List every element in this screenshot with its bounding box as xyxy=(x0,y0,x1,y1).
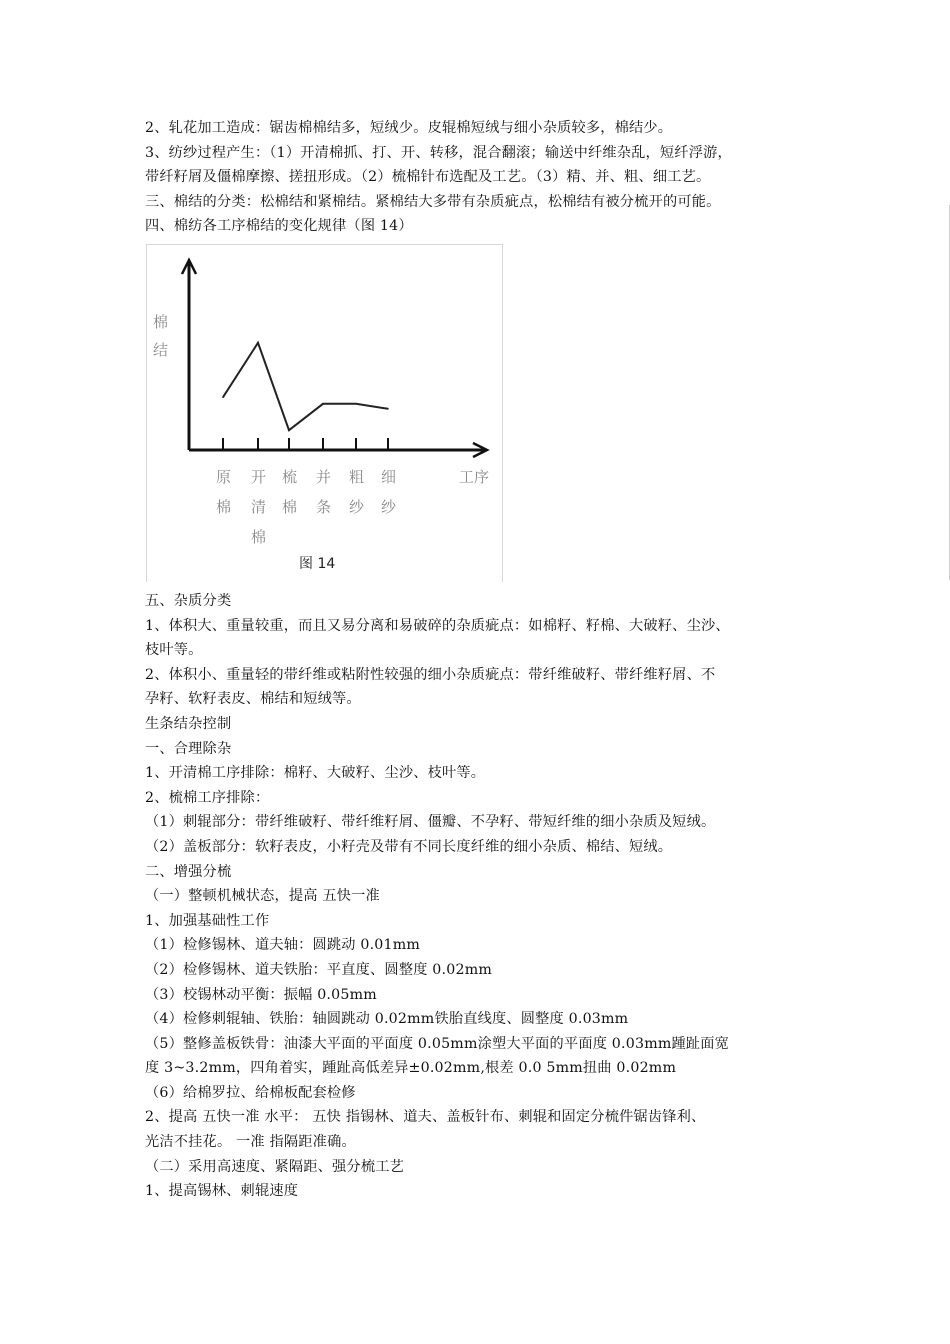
x-tick-label: 原 xyxy=(216,468,232,486)
x-tick-label: 棉 xyxy=(251,528,267,546)
text-line: 1、开清棉工序排除：棉籽、大破籽、尘沙、枝叶等。 xyxy=(145,765,486,782)
x-tick-label: 棉 xyxy=(216,498,232,516)
x-tick-label: 清 xyxy=(251,498,267,516)
data-point xyxy=(257,342,259,344)
text-line: 五、杂质分类 xyxy=(145,593,232,609)
x-tick-label: 条 xyxy=(316,498,332,516)
text-line: 2、梳棉工序排除： xyxy=(145,789,270,806)
text-line: 枝叶等。 xyxy=(145,642,203,659)
data-point xyxy=(322,403,324,405)
text-line: 光洁不挂花。 一准 指隔距准确。 xyxy=(145,1134,356,1151)
text-line: （2）检修锡林、道夫铁胎：平直度、圆整度 0.02mm xyxy=(145,961,492,978)
figure-14 xyxy=(146,244,503,582)
text-line: 带纤籽屑及僵棉摩擦、搓扭形成。（2）梳棉针布选配及工艺。（3）精、并、粗、细工艺。 xyxy=(145,169,711,186)
text-line: （一）整顿机械状态，提高 五快一准 xyxy=(145,888,380,905)
text-line: 1、体积大、重量较重，而且又易分离和易破碎的杂质疵点：如棉籽、籽棉、大破籽、尘沙、 xyxy=(145,617,730,634)
data-point xyxy=(288,429,290,431)
data-point xyxy=(222,396,224,398)
x-tick-label: 棉 xyxy=(282,498,298,516)
text-line: （1）检修锡林、道夫轴：圆跳动 0.01mm xyxy=(145,937,421,954)
x-tick-label: 细 xyxy=(381,468,397,486)
x-tick-label: 开 xyxy=(251,468,267,486)
text-line: （二）采用高速度、紧隔距、强分梳工艺 xyxy=(145,1158,404,1175)
text-line: （3）校锡林动平衡：振幅 0.05mm xyxy=(145,986,377,1003)
text-line: 孕籽、软籽表皮、棉结和短绒等。 xyxy=(145,691,361,708)
x-tick-label: 梳 xyxy=(282,468,298,486)
x-axis-label: 工序 xyxy=(459,468,490,486)
text-line: 三、棉结的分类：松棉结和紧棉结。紧棉结大多带有杂质疵点，松棉结有被分梳开的可能。 xyxy=(145,193,721,210)
series-line xyxy=(223,343,388,430)
text-line: 1、提高锡林、刺辊速度 xyxy=(145,1183,299,1200)
data-point xyxy=(355,403,357,405)
x-tick-label: 粗 xyxy=(349,468,365,486)
text-line: 四、棉纺各工序棉结的变化规律（图 14） xyxy=(145,218,413,235)
text-line: （2）盖板部分：软籽表皮，小籽壳及带有不同长度纤维的细小杂质、棉结、短绒。 xyxy=(145,838,673,855)
text-line: 度 3~3.2mm，四角着实，踵趾高低差异±0.02mm,根差 0.0 5mm扭曲 0.02mm xyxy=(145,1060,677,1077)
text-line: 生条结杂控制 xyxy=(145,715,232,732)
text-section-top xyxy=(145,116,815,239)
y-axis-label-char: 结 xyxy=(153,341,169,359)
text-line: 二、增强分梳 xyxy=(145,863,232,880)
text-line: 1、加强基础性工作 xyxy=(145,912,270,929)
x-tick-label: 纱 xyxy=(381,498,397,516)
text-line: 一、合理除杂 xyxy=(145,740,232,757)
text-line: 2、提高 五快一准 水平： 五快 指锡林、道夫、盖板针布、刺辊和固定分梳件锯齿锋利、 xyxy=(145,1109,706,1126)
text-line: （1）刺辊部分：带纤维破籽、带纤维籽屑、僵瓣、不孕籽、带短纤维的细小杂质及短绒。 xyxy=(145,814,716,831)
chart-svg xyxy=(147,245,504,583)
text-line: 2、体积小、重量轻的带纤维或粘附性较强的细小杂质疵点：带纤维破籽、带纤维籽屑、不 xyxy=(145,666,716,683)
figure-caption: 图 14 xyxy=(299,556,336,572)
x-tick-label: 纱 xyxy=(349,498,365,516)
text-line: 3、纺纱过程产生：（1）开清棉抓、打、开、转移，混合翻滚；输送中纤维杂乱，短纤浮游， xyxy=(145,144,732,161)
text-line: （4）检修刺辊轴、铁胎：轴圆跳动 0.02mm铁胎直线度、圆整度 0.03mm xyxy=(145,1011,629,1028)
data-point xyxy=(387,408,389,410)
x-tick-label: 并 xyxy=(316,468,332,486)
y-axis-label-char: 棉 xyxy=(153,313,169,331)
text-line: （6）给棉罗拉、给棉板配套检修 xyxy=(145,1084,356,1101)
text-line: （5）整修盖板铁骨：油漆大平面的平面度 0.05mm涂塑大平面的平面度 0.03mm踵趾面宽 xyxy=(145,1035,730,1052)
text-section-bottom xyxy=(145,589,815,1204)
text-line: 2、轧花加工造成：锯齿棉棉结多，短绒少。皮辊棉短绒与细小杂质较多，棉结少。 xyxy=(145,120,673,136)
